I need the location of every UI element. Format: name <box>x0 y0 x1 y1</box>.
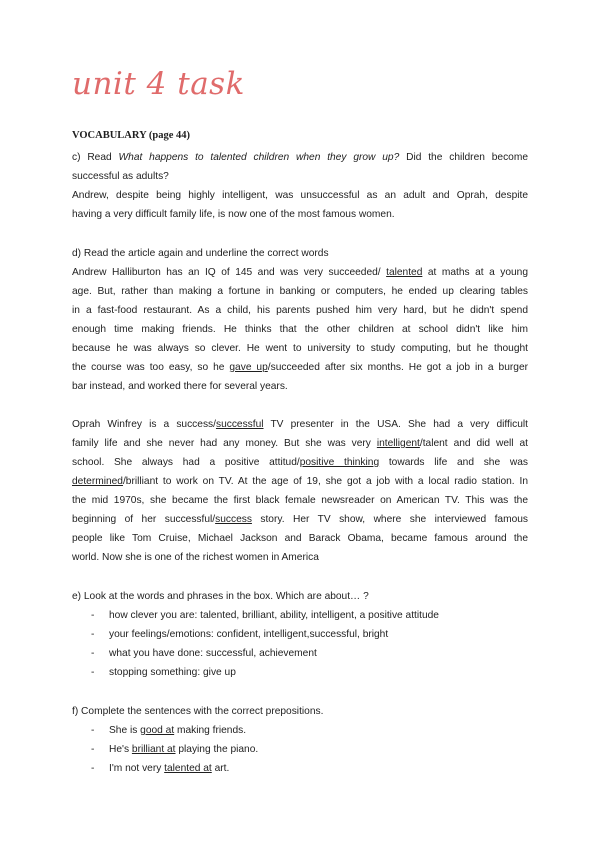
text: Andrew Halliburton has an IQ of 145 and was very succeeded/ <box>72 267 387 278</box>
section-d-instruction: d) Read the article again and underline the correct words <box>72 248 329 259</box>
list-bullet: - <box>91 648 95 659</box>
underlined-answer: intelligent <box>376 438 420 449</box>
paragraph-andrew-line <box>72 361 528 374</box>
paragraph-andrew-line: in a fast-food restaurant. As a child, his parents pushed him very hard, but he didn't spend <box>72 305 528 316</box>
text: He's <box>109 744 132 755</box>
paragraph-andrew-line: age. But, rather than making a fortune in banking or computers, he ended up clearing tables <box>72 286 528 297</box>
list-item: stopping something: give up <box>109 667 236 678</box>
text: /brilliant to work on TV. At the age of 19, she got a job with a local radio station. In <box>122 476 528 487</box>
list-item <box>109 724 246 737</box>
text: /talent and did well at <box>419 438 528 449</box>
list-bullet: - <box>91 744 95 755</box>
text: the course was too easy, so he <box>72 362 230 373</box>
list-item <box>109 743 258 756</box>
list-bullet: - <box>91 763 95 774</box>
section-c-question-line-1 <box>72 151 528 164</box>
text: I'm not very <box>109 763 165 774</box>
text: Did the children become <box>399 152 528 163</box>
underlined-answer: brilliant at <box>131 744 176 755</box>
underlined-answer: success <box>215 514 252 525</box>
italic-question: What happens to talented children when they grow up? <box>118 152 400 163</box>
text: school. She always had a positive attitud/ <box>72 457 300 468</box>
text: towards life and she was <box>379 457 528 468</box>
underlined-answer: good at <box>140 725 175 736</box>
paragraph-oprah-line: world. Now she is one of the richest women in America <box>72 552 319 563</box>
section-f-instruction: f) Complete the sentences with the correct prepositions. <box>72 706 324 717</box>
underlined-answer: positive thinking <box>299 457 380 468</box>
underlined-answer: successful <box>215 419 264 430</box>
underlined-answer: determined <box>72 476 123 487</box>
paragraph-oprah-line <box>72 437 528 450</box>
paragraph-oprah-line <box>72 456 528 469</box>
text: TV presenter in the USA. She had a very difficult <box>263 419 528 430</box>
paragraph-oprah-line <box>72 418 528 431</box>
text: at maths at a young <box>422 267 528 278</box>
paragraph-oprah-line <box>72 475 528 488</box>
underlined-answer: talented <box>386 267 423 278</box>
section-c-question-line-2: successful as adults? <box>72 171 169 182</box>
list-bullet: - <box>91 629 95 640</box>
vocabulary-heading: VOCABULARY (page 44) <box>72 130 191 141</box>
list-item: what you have done: successful, achievement <box>109 648 317 659</box>
paragraph-andrew-line: bar instead, and worked there for several years. <box>72 381 288 392</box>
text: She is <box>109 725 141 736</box>
paragraph-oprah-line: the mid 1970s, she became the first black female newsreader on American TV. This was the <box>72 495 528 506</box>
underlined-answer: gave up <box>229 362 268 373</box>
page-title: unit 4 task <box>72 66 245 102</box>
text: Oprah Winfrey is a success/ <box>72 419 216 430</box>
text: making friends. <box>174 725 247 736</box>
text: /succeeded after six months. He got a job in a burger <box>267 362 528 373</box>
text: beginning of her successful/ <box>72 514 216 525</box>
paragraph-andrew-line: because he was always so clever. He went to university to study computing, but he thought <box>72 343 528 354</box>
paragraph-andrew-line <box>72 266 528 279</box>
section-c-answer-line-2: having a very difficult family life, is now one of the most famous women. <box>72 209 395 220</box>
text: story. Her TV show, where she interviewed famous <box>251 514 529 525</box>
paragraph-oprah-line: people like Tom Cruise, Michael Jackson and Barack Obama, became famous around the <box>72 533 528 544</box>
text: playing the piano. <box>175 744 259 755</box>
section-e-instruction: e) Look at the words and phrases in the box. Which are about… ? <box>72 591 369 602</box>
list-bullet: - <box>91 725 95 736</box>
text: art. <box>211 763 230 774</box>
list-bullet: - <box>91 610 95 621</box>
list-item: how clever you are: talented, brilliant, ability, intelligent, a positive attitude <box>109 610 439 621</box>
text: family life and she never had any money. But she was very <box>72 438 377 449</box>
paragraph-oprah-line <box>72 513 528 526</box>
list-item: your feelings/emotions: confident, intelligent,successful, bright <box>109 629 389 640</box>
text: c) Read <box>72 152 119 163</box>
paragraph-andrew-line: enough time making friends. He thinks that the other children at school didn't like him <box>72 324 528 335</box>
list-bullet: - <box>91 667 95 678</box>
section-c-answer-line-1: Andrew, despite being highly intelligent, was unsuccessful as an adult and Oprah, despite <box>72 190 528 201</box>
list-item <box>109 762 229 775</box>
underlined-answer: talented at <box>164 763 212 774</box>
